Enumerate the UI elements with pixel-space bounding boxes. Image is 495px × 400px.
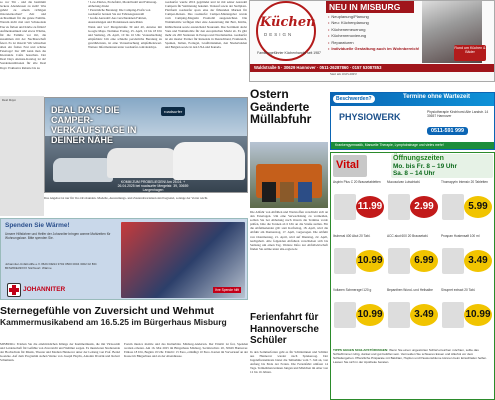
product-price: 6.99	[410, 250, 438, 272]
product-price: 2.99	[410, 196, 438, 218]
kuechen-services-list	[328, 14, 424, 52]
pharmacy-ad[interactable]	[330, 152, 495, 400]
tips-title: TIPPS GEGEN SCHLAFSTÖRUNGEN:	[333, 348, 389, 352]
johanniter-headline: Spenden Sie Wärme!	[5, 222, 70, 229]
product-tile[interactable]	[333, 235, 385, 283]
sterne-text-1: MISBURG: Erleben Sie die eindrücklichen Klänge der Kammermusik, die mit Virtuosität und Leidenschaft für Gefühle von Zuversicht und Wehmut sorgen. Es musizieren Studierende der Hochschule für Musik, Theater und Medien Hannover unter der Leitung von Prof. Bernd Goetzke. Auf dem Programm stehen Werke von Joseph Haydn, Antonín Dvořák und Robert Schumann.	[0, 342, 120, 363]
physiowerk-ad[interactable]	[330, 92, 495, 150]
product-name: Prospan Hustensaft 100 ml	[441, 234, 480, 238]
mid-bullet: • Große Auswahl: Aus verschiedenen Fahrten, Ausstattungen und Preisklassen auswählen	[88, 16, 162, 24]
product-name: ACC akut 600 20 Brausetabl.	[387, 234, 429, 238]
ferien-article-header	[250, 312, 328, 347]
camper-van-image	[173, 142, 245, 180]
physiowerk-bubble: Beschwerden?	[333, 95, 375, 103]
product-image	[334, 248, 356, 274]
deal-days-ad[interactable]	[44, 97, 248, 193]
deal-days-title: DEAL DAYS DIE CAMPER-VERKAUFSTAGE IN DEINER NÄHE	[51, 105, 137, 145]
ostern-photo	[250, 142, 328, 208]
physiowerk-services-bar: Krankengymnastik, Manuelle Therapie, Lymphdrainage und vieles mehr!	[331, 142, 494, 149]
ostern-article-header	[250, 88, 328, 126]
sterne-subline: Kammermusikabend am 16.5.25 im Bürgerhaus Misburg	[0, 317, 227, 327]
mid-top-column	[88, 0, 162, 96]
sterne-col-2	[124, 342, 248, 400]
johanniter-address: Johanniter-Unfall-Hilfe e.V. IBAN DE94 3702 0500 0004 3002 02 BIC BFSWDE33XXX Stichwort: Wärme	[5, 262, 97, 270]
product-tile[interactable]	[333, 289, 385, 337]
product-image	[388, 194, 410, 220]
physiowerk-address: Physiotherapie Kirchhorst Alte Landstr. 14 30657 Hannover	[427, 110, 489, 118]
pharmacy-logo-text: Vital	[336, 159, 360, 171]
kuechen-ad[interactable]	[249, 0, 495, 82]
product-image	[442, 248, 464, 274]
product-price: 10.99	[356, 250, 384, 272]
kuechen-service: • Individuelle Gestaltung auch im Wohnbereich!	[328, 46, 424, 52]
product-tile[interactable]	[441, 181, 493, 229]
tips-text: Wenn Sie einen ungestörten Schlaf erreichen möchten, sollte das Schlafzimmer ruhig, dunkel und gut belüftet sein. Vermeiden Sie schweres Essen und Alkohol vor dem Schlafengehen. Pflanzliche Präparate mit Baldrian, Hopfen und Passionsblume können beim Einschlafen helfen. Lassen Sie sich in der Apotheke beraten.	[333, 348, 488, 364]
pharmacy-hours	[391, 154, 493, 178]
kuechen-address-bar: Waldstraße 5 · 30629 Hannover · 0511-26287860 · 0157 53087853	[250, 64, 494, 72]
kuechen-service: • Neu: Küchenplanung	[328, 20, 424, 26]
mid-bottom-text: Das Angebot ist nur für Vor-Ort-Kunden. Modelle, Ausstattungs- und Zustandsvarianten sind begrenzt, solange der Vorrat reicht.	[44, 196, 209, 200]
bin-blue	[298, 182, 312, 202]
product-image	[388, 302, 410, 328]
ostern-text-column	[250, 210, 328, 308]
product-price: 10.99	[356, 304, 384, 326]
kuechen-logo-text: Küchen	[260, 15, 316, 30]
product-tile[interactable]	[387, 289, 439, 337]
ostern-headline: Ostern Geänderte Müllabfuhr	[250, 88, 312, 126]
mid-bullet: • Low-Entries, Probefahrt, Modellwahl und Fahrzeug-Abholung direkt	[88, 0, 162, 8]
bin-black	[262, 182, 276, 202]
hours-title: Öffnungszeiten	[393, 155, 444, 162]
bin-brown	[280, 182, 294, 202]
product-price: 5.99	[464, 196, 492, 218]
kuechen-service: • Küchenerneuerung	[328, 27, 424, 33]
johanniter-cross-icon	[7, 283, 21, 297]
product-name: Aspirin Plus C 20 Brausetabletten	[333, 180, 381, 184]
kuechen-service: • Reparaturen	[328, 40, 424, 46]
kuechen-stamp: Rund um Küchen & Bäder	[454, 45, 486, 61]
camper-van-image	[107, 148, 177, 178]
mid-bottom-column	[44, 196, 248, 216]
pharmacy-logo	[333, 155, 367, 177]
johanniter-ad[interactable]	[0, 218, 248, 300]
kuechen-highlight	[330, 72, 430, 80]
product-tile[interactable]	[441, 289, 493, 337]
physiowerk-phone[interactable]: 0511-591 999	[427, 127, 468, 135]
kuechen-service: • Neuplanung/Planung	[328, 14, 424, 20]
product-image	[388, 248, 410, 274]
product-image	[334, 194, 356, 220]
mid-top-bullets	[88, 0, 162, 25]
product-tile[interactable]	[387, 181, 439, 229]
johanniter-brand: JOHANNITER	[23, 286, 66, 293]
product-tile[interactable]	[387, 235, 439, 283]
product-tile[interactable]	[333, 181, 385, 229]
product-name: Ibuhexal 400 Akut 20 Tabl.	[333, 234, 371, 238]
physiowerk-brand: PHYSIOWERK	[339, 112, 401, 122]
johanniter-photo-label: Ihre Spende hilft	[214, 288, 239, 292]
left-top-text: so vor Tür - und die bestimmt leckere Abendessen zu steht! Was gehört zu einem richtigen Ostereierkochen? Zeit und Achtsamkeit für die ganze Familie. Warum nicht mal statt Schokolade Eier zu färben und Körbe zu füllen? Aufmerksamkeit und etwas Wärme, für die Familie vor Ort, die zusammen mit der Nachbarschaft feiert. Es ist Ostern! Wir wünschen allen ein frohes Fest und schöne Feiertage! Zur OH kann man die Kiezrunde Cafés besuchen. Der Deal Days Aktions-Katalog ist da! Sonderkonditionen für alle Deal Days: Exklusive Rabatte bis zu	[0, 0, 46, 70]
product-price: 3.49	[464, 250, 492, 272]
product-name: Bepanthen Wund- und Heilsalbe	[387, 288, 433, 292]
kuechen-neu-banner: NEU IN MISBURG	[326, 1, 414, 13]
kuechen-service: • Küchenrenovierung	[328, 33, 424, 39]
ferien-text: In den Sommerferien geht es für Schülerinnen und Schüler aus Hannover wieder nach Spiekeroog. Der Jugendfreizeitkreis bietet die Teilnahme vom 7. Juli an, von Anfang bis Ende der Ferien. Die Ferienfahrt umfasst 14 Tage. Teilnehmen können Jungen und Mädchen im Alter von 12 bis 16 Jahren.	[250, 350, 328, 375]
physiowerk-title: Termine ohne Wartezeit	[403, 94, 471, 100]
mid-right-column	[165, 0, 247, 96]
sterne-article-header	[0, 305, 248, 327]
ferien-headline: Ferienfahrt für Hannoversche Schüler	[250, 312, 319, 346]
product-name: Sinupret extract 20 Tabl.	[441, 288, 476, 292]
mid-top-text: Wann und wo? Mergelstraße 39 und 40, Anreise mit Google Maps. Nominee Freitag, 25. April, 10 bis 18 Uhr und Samstag, 26. April, 10 bis 16 Uhr. Vorausbuchung empfohlen: Um eine schnelle persönliche Beratung zu gewährleisten, ist eine Vorausbuchung empfehlenswert. Weitere Informationen unter roadsurfer.com/dealdays.	[88, 24, 162, 50]
mid-right-text: roadsurfer wurde 2016 gegründet und ist mit seiner Auswahl Campern für Vermietung bekannt. Verkauf sowie der Stellplatz-Plattform roadsurfer spots eine der führenden Marken für Camper-Reisen. Das roadsurfer Camper-Mietangebot wurde vom Camping-Magazin Promobil ausgezeichnet. Die Wohnmobile verfügen über eine Ausstattung mit Bett, Küche, Kühlschrank sowie ausreichend Stauraum. Das Sortiment deckt Vans und Wohnmobile für den europäischen Markt ab. Es gibt mehr als 200 Stationen in Europa und Nordamerika. roadsurfer ist ein idealer Partner für Reisende in Deutschland, Frankreich, Spanien, Italien, Portugal, Großbritannien, den Niederlanden und Belgien sowie in den USA und Kanada.	[165, 0, 247, 50]
left-gray-text: Deal Days:	[2, 98, 17, 102]
product-price: 3.49	[410, 304, 438, 326]
mid-bullet: • Persönliche Beratung: Die Camping-Profis von roadsurfer beraten Sie zur Fahrzeugauswahl	[88, 8, 162, 16]
left-gray-column	[0, 96, 44, 216]
sterne-headline: Sternegefühle von Zuversicht und Wehmut	[0, 305, 214, 317]
roadsurfer-badge: roadsurfer	[161, 107, 185, 116]
product-image	[334, 302, 356, 328]
product-image	[442, 302, 464, 328]
left-top-column	[0, 0, 46, 96]
hours-saturday: Sa. 8 – 14 Uhr	[393, 169, 435, 177]
ostern-text: Die Abfuhr von Abfällen und Wertstoffen verschiebt sich an den Feiertagen. Um eine Verwechslung zu vermeiden, sollten Sie bei Abholung nach Ostern die Termine vorab prüfen, bitte die Tonnen ab 6 Uhr an die Straße stellen. Für die Abfallkalender gilt: statt Karfreitag, 18. April, wird die Abfuhr am Donnerstag, 17. April, vorgezogen. Die Abfuhr von Ostermontag, 21. April, wird auf Dienstag, 22. April, nachgeholt. Alle folgenden Abfuhren verschieben sich bis Samstag um einen Tag. Weitere Infos zur Abfallwirtschaft finden Sie online unter aha-region.de	[250, 210, 328, 251]
kuechen-logo-sub: DESIGN	[264, 32, 294, 37]
sterne-col-1	[0, 342, 120, 400]
pharmacy-tips	[333, 349, 493, 365]
product-name: Voltaren Schmerzgel 120 g	[333, 288, 372, 292]
product-name: Mucosolvan Lutschtabl.	[387, 180, 421, 184]
johanniter-body: Unsere Hilfsfahrer und Helfer der Johanniter bringen warme Mahlzeiten für Wohnungslose. Bitte spenden Sie.	[5, 232, 111, 240]
kuechen-highlight-text: Start am 10.05.2025!	[330, 72, 357, 76]
hours-weekday: Mo. bis Fr. 8 – 19 Uhr	[393, 162, 457, 170]
product-name: Thomapyrin Intensiv 20 Tabletten	[441, 180, 488, 184]
sterne-text-2: Forum musica mobile und das Kulturbüro Misburg-Anderten. Der Eintritt ist frei, Spenden werden erbeten. Am 16. Mai 2025 im Bürgerhaus Misburg, Seckbruchstr. 20, 30629 Hannover. Einlass 18 Uhr, Beginn 19 Uhr. Eintritt: 15 Euro, ermäßigt 10 Euro. Karten im Vorverkauf an der Kasse im Bürgerhaus und an der Abendkasse.	[124, 342, 248, 359]
ferien-text-column	[250, 350, 328, 400]
deal-days-footer: KOMM ZUM PROBELIEGEN! Am 25.04. + 26.04.2025 bei roadsurfer Mergelstr. 39, 30659 Langenhagen	[117, 180, 189, 192]
product-price: 10.99	[464, 304, 492, 326]
camper-van-image	[53, 158, 113, 182]
kuechen-logo-desc: Familiengeführter Küchenhandel seit 1987	[257, 51, 321, 55]
product-price: 11.99	[356, 196, 384, 218]
product-tile[interactable]	[441, 235, 493, 283]
product-image	[442, 194, 464, 220]
